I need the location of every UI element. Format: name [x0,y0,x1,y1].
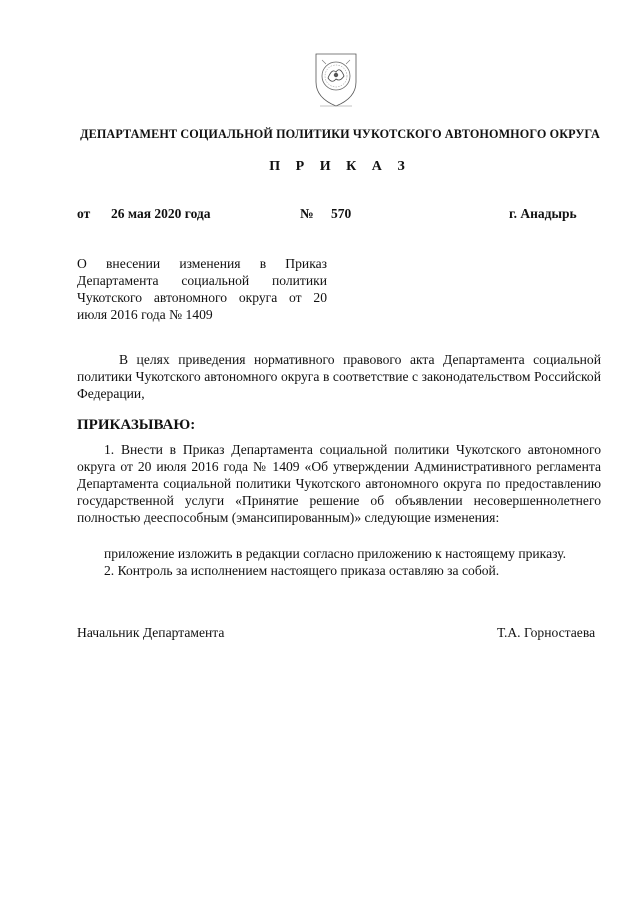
coat-of-arms-icon [308,48,364,110]
signatory-name: Т.А. Горностаева [497,625,596,640]
order-number: 570 [331,206,352,221]
order-city: г. Анадырь [509,206,577,221]
order-item-1: 1. Внести в Приказ Департамента социальной политики Чукотского автономного округа от 20 июля 2016 года № 1409 «Об утверждении Административного регламента Департамента социальной политики Чукотского автономного округа по предоставлению государственной услуги «Принятие решение об объявлении несовершеннолетнего полностью дееспособным (эмансипированным)» следующие изменения: [77,442,601,525]
date-prefix: от [77,206,91,221]
order-subject [77,255,327,323]
preamble-paragraph: В целях приведения нормативного правового акта Департамента социальной политики Чукотского автономного округа в соответствие с законодательством Российской Федерации, [77,352,601,401]
subject-line: О внесении изменения в Приказ [77,256,327,271]
signatory-position: Начальник Департамента [77,625,225,640]
order-title: П Р И К А З [269,159,411,174]
order-item-1-subitem: приложение изложить в редакции согласно приложению к настоящему приказу. [104,546,567,561]
subject-line: Чукотского автономного округа от 20 [77,290,327,305]
department-title: ДЕПАРТАМЕНТ СОЦИАЛЬНОЙ ПОЛИТИКИ ЧУКОТСКОГО АВТОНОМНОГО ОКРУГА [80,127,600,141]
subject-line: Департамента социальной политики [77,273,327,288]
number-label: № [300,206,314,221]
order-date: 26 мая 2020 года [111,206,211,221]
order-item-2: 2. Контроль за исполнением настоящего приказа оставляю за собой. [104,563,500,578]
orders-heading: ПРИКАЗЫВАЮ: [77,417,196,433]
subject-line: июля 2016 года № 1409 [77,307,213,322]
